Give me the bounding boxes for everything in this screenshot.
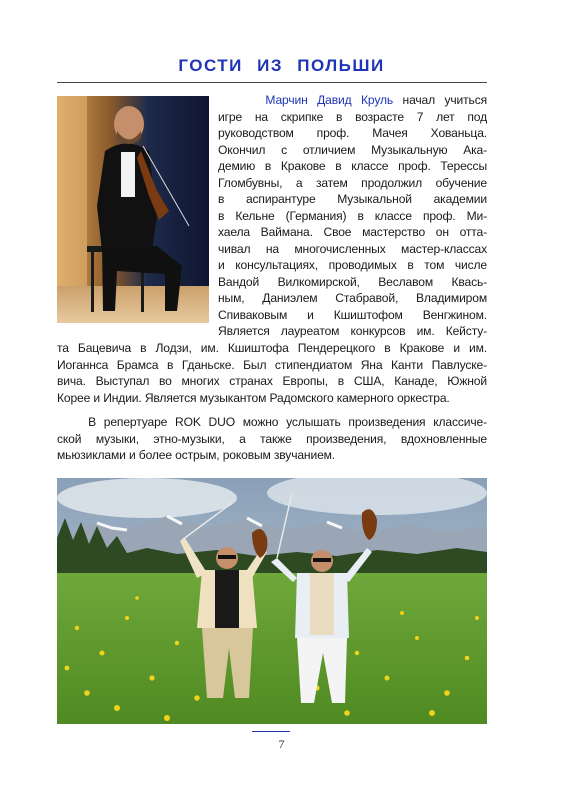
bio-paragraph-wrap (218, 92, 487, 340)
bio-paragraph-full (57, 340, 487, 406)
bio-line: в Кельне (Германия) в классе проф. Ми- (218, 208, 487, 223)
bio-line: Вандой Вилкомирской, Веславом Квась- (218, 274, 487, 289)
bio-line: Спиваковым и Кшиштофом Венгжином. (218, 307, 487, 322)
repertoire-paragraph (57, 414, 487, 464)
bio-line: демию в Кракове в классе проф. Терессы (218, 159, 487, 173)
rok-duo-meadow-photo (57, 478, 487, 724)
bio-line: хаела Ваймана. Свое мастерство он отта- (218, 225, 487, 239)
page-title: ГОСТИ ИЗ ПОЛЬШИ (178, 56, 385, 75)
bio-line: игре на скрипке в возрасте 7 лет под (218, 109, 487, 124)
repertoire-line: ской музыки, этно-музыки, а также произведения, вдохновленные (57, 431, 487, 446)
repertoire-line: В репертуаре ROK DUO можно услышать произведения классиче- (88, 415, 487, 429)
bio-line: Является лауреатом конкурсов им. Кейсту- (218, 324, 487, 338)
page-number-rule (252, 731, 290, 732)
bio-line: та Бацевича в Лодзи, им. Кшиштофа Пендерецкого в Кракове и им. (57, 341, 487, 355)
bio-line: Окончил с отличием Музыкальную Ака- (218, 142, 487, 157)
bio-line: Марчин Давид Круль начал учиться (265, 93, 487, 107)
bio-line: и консультациях, проводимых в том числе (218, 258, 487, 272)
musician-name: Марчин Давид Круль (265, 93, 394, 107)
bio-line: в аспирантуре Музыкальной академии (218, 192, 487, 206)
bio-line: Корее и Индии. Является музыкантом Радомского камерного оркестра. (57, 390, 450, 405)
violinist-portrait-photo (57, 96, 209, 323)
bio-line: вича. Выступал во многих странах Европы, в США, Канаде, Южной (57, 374, 487, 388)
title-divider (57, 82, 487, 83)
bio-line: чивал на многочисленных мастер-классах (218, 241, 487, 256)
bio-line: Иоганнса Брамса в Гданьске. Был стипендиатом Яна Канти Павлуске- (57, 357, 487, 372)
bio-line: ным, Даниэлем Стабравой, Владимиром (218, 291, 487, 305)
bio-line: Гломбувны, а затем продолжил обучение (218, 175, 487, 190)
page-number: 7 (278, 737, 285, 751)
bio-line: руководством проф. Мачея Хованьца. (218, 126, 487, 140)
repertoire-line: мьюзиклами и более острым, роковым звучанием. (57, 448, 336, 462)
